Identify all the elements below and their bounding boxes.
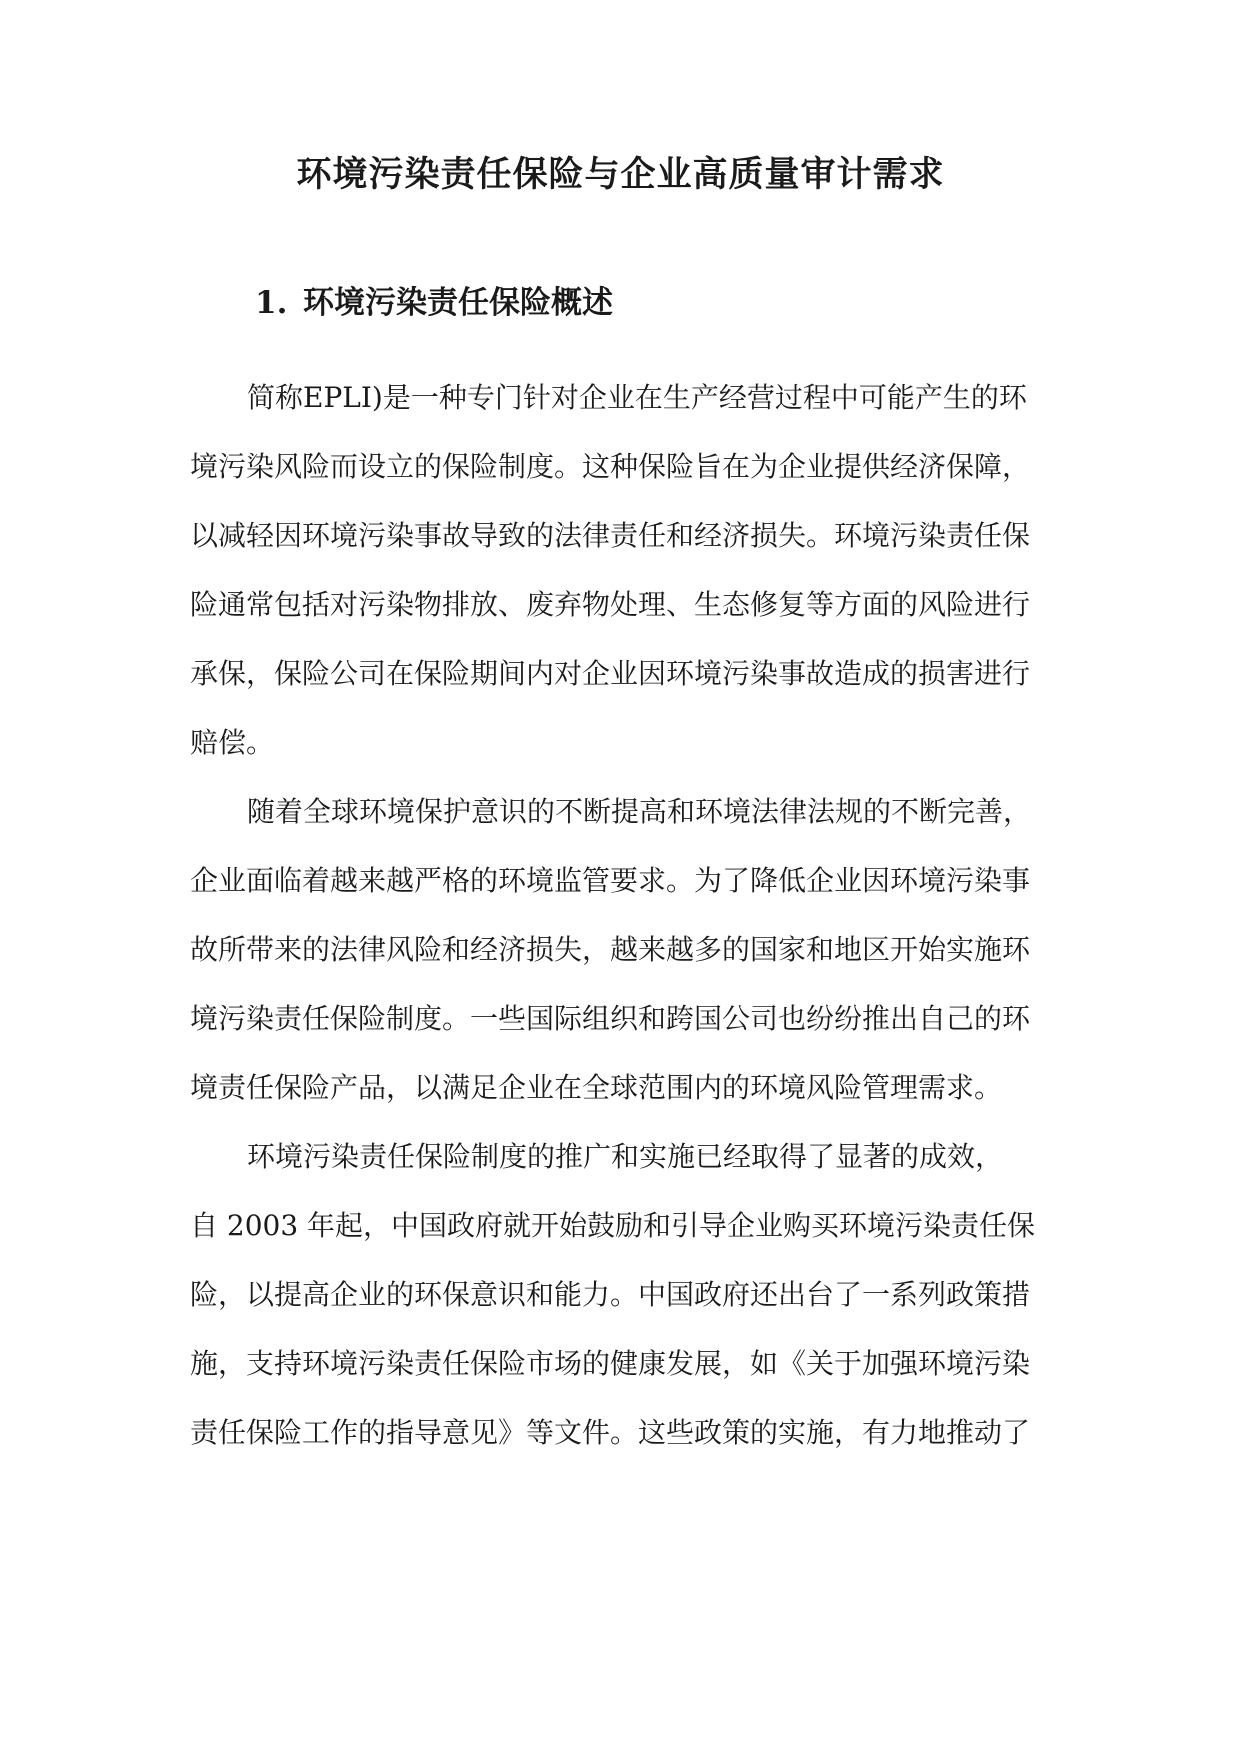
document-body bbox=[190, 363, 1050, 1467]
paragraph-1 bbox=[190, 363, 1050, 777]
paragraph-line: 境污染责任保险制度。一些国际组织和跨国公司也纷纷推出自己的环 bbox=[190, 1002, 1031, 1035]
paragraph-line: 承保，保险公司在保险期间内对企业因环境污染事故造成的损害进行 bbox=[190, 657, 1031, 690]
paragraph-line: 境责任保险产品，以满足企业在全球范围内的环境风险管理需求。 bbox=[190, 1071, 1003, 1104]
paragraph-line: 施，支持环境污染责任保险市场的健康发展，如《关于加强环境污染 bbox=[190, 1347, 1031, 1380]
paragraph-line: 自 2003 年起，中国政府就开始鼓励和引导企业购买环境污染责任保 bbox=[190, 1209, 1036, 1242]
section-title: 环境污染责任保险概述 bbox=[303, 285, 613, 321]
paragraph-line: 责任保险工作的指导意见》等文件。这些政策的实施，有力地推动了 bbox=[190, 1416, 1031, 1449]
paragraph-line: 赔偿。 bbox=[190, 726, 275, 759]
paragraph-line: 故所带来的法律风险和经济损失，越来越多的国家和地区开始实施环 bbox=[190, 933, 1031, 966]
paragraph-line: 环境污染责任保险制度的推广和实施已经取得了显著的成效， bbox=[247, 1140, 1004, 1173]
document-title: 环境污染责任保险与企业高质量审计需求 bbox=[296, 154, 945, 195]
paragraph-line: 险，以提高企业的环保意识和能力。中国政府还出台了一系列政策措 bbox=[190, 1278, 1031, 1311]
paragraph-line: 随着全球环境保护意识的不断提高和环境法律法规的不断完善， bbox=[247, 795, 1032, 828]
paragraph-line: 企业面临着越来越严格的环境监管要求。为了降低企业因环境污染事 bbox=[190, 864, 1031, 897]
paragraph-line: 境污染风险而设立的保险制度。这种保险旨在为企业提供经济保障， bbox=[190, 450, 1031, 483]
paragraph-3 bbox=[190, 1122, 1050, 1467]
paragraph-2 bbox=[190, 777, 1050, 1122]
paragraph-line: 险通常包括对污染物排放、废弃物处理、生态修复等方面的风险进行 bbox=[190, 588, 1031, 621]
section-number: 1. bbox=[255, 285, 288, 321]
paragraph-line: 简称EPLI)是一种专门针对企业在生产经营过程中可能产生的环 bbox=[247, 381, 1027, 414]
paragraph-line: 以减轻因环境污染事故导致的法律责任和经济损失。环境污染责任保 bbox=[190, 519, 1031, 552]
section-heading bbox=[255, 281, 613, 325]
